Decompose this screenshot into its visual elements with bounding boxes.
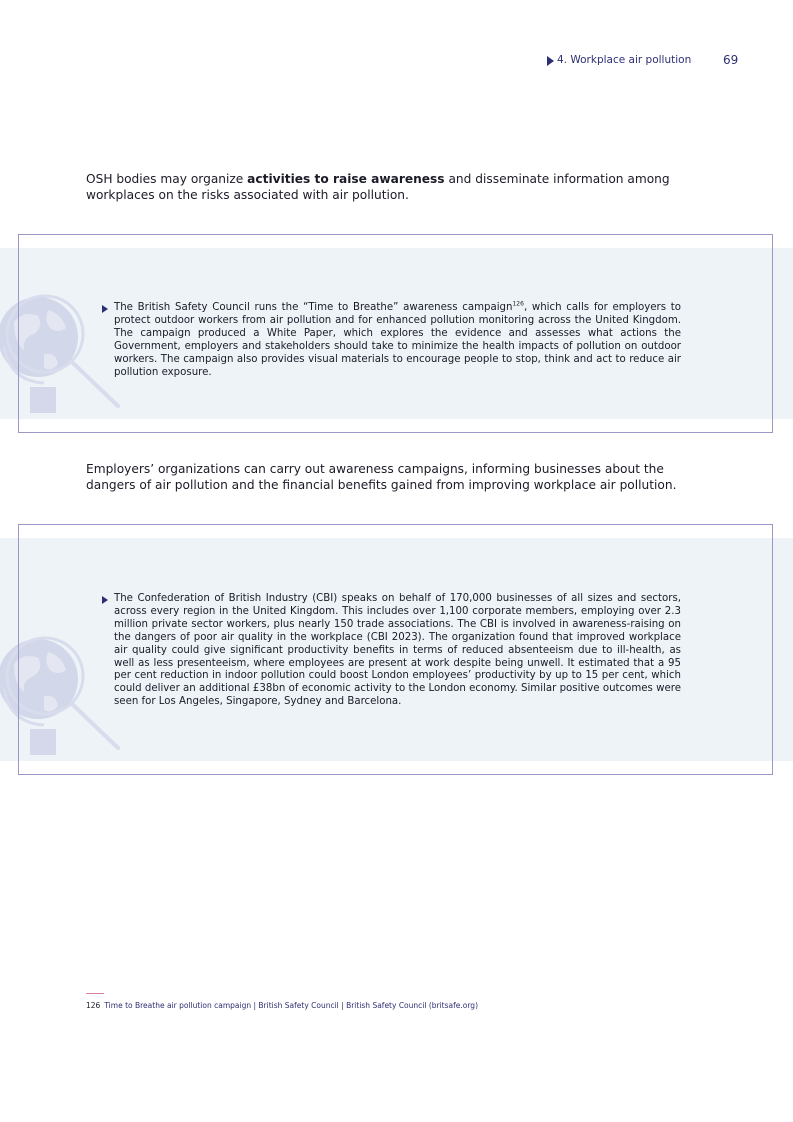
triangle-right-icon (102, 596, 108, 604)
intro-text-end: and disseminate information among workplaces on the risks associated with air pollution. (86, 172, 670, 202)
section-title: 4. Workplace air pollution (557, 54, 692, 66)
middle-paragraph: Employers’ organizations can carry out awareness campaigns, informing businesses about the dangers of air pollution and the financial benefits gained from improving workplace air pollution. (86, 462, 677, 492)
triangle-right-icon (547, 56, 554, 66)
footnote-reference: 126 (512, 300, 524, 308)
intro-text-bold: activities to raise awareness (247, 172, 445, 186)
footnote-rule (86, 993, 104, 994)
footnote (86, 1001, 478, 1010)
intro-paragraph (86, 171, 711, 203)
intro-text-start: OSH bodies may organize (86, 172, 248, 186)
page-header (0, 54, 793, 70)
case-box-text: The Confederation of British Industry (CBI) speaks on behalf of 170,000 businesses of all sizes and sectors, across every region in the United Kingdom. This includes over 1,100 corporate members, employing over 2.3 million private sector workers, plus nearly 150 trade associations. The CBI is involved in awareness-raising on the dangers of poor air quality in the workplace (CBI 2023). The organization found that improved workplace air quality could give significant productivity benefits in terms of reduced absenteeism due to ill-health, as well as less presenteeism, where employees are present at work despite being unwell. It estimated that a 95 per cent reduction in indoor pollution could boost London employees’ productivity by up to 15 per cent, which could deliver an additional £38bn of economic activity to the London economy. Similar positive outcomes were seen for Los Angeles, Singapore, Sydney and Barcelona. (114, 593, 681, 708)
triangle-right-icon (102, 305, 108, 313)
case-box-text-end: , which calls for employers to protect outdoor workers from air pollution and for enhanced pollution monitoring across the United Kingdom. The campaign produced a White Paper, which explores the evidence and assesses what actions the Government, employers and stakeholders should take to minimize the health impacts of pollution on outdoor workers. The campaign also provides visual materials to encourage people to stop, think and act to reduce air pollution exposure. (114, 302, 682, 378)
footnote-link[interactable]: Time to Breathe air pollution campaign | British Safety Council | British Safety Council (britsafe.org) (104, 1001, 478, 1010)
case-box-text (114, 302, 681, 379)
page-number: 69 (723, 53, 739, 67)
footnote-number: 126 (86, 1001, 101, 1010)
case-box-text-start: The British Safety Council runs the “Time to Breathe” awareness campaign (114, 302, 513, 313)
